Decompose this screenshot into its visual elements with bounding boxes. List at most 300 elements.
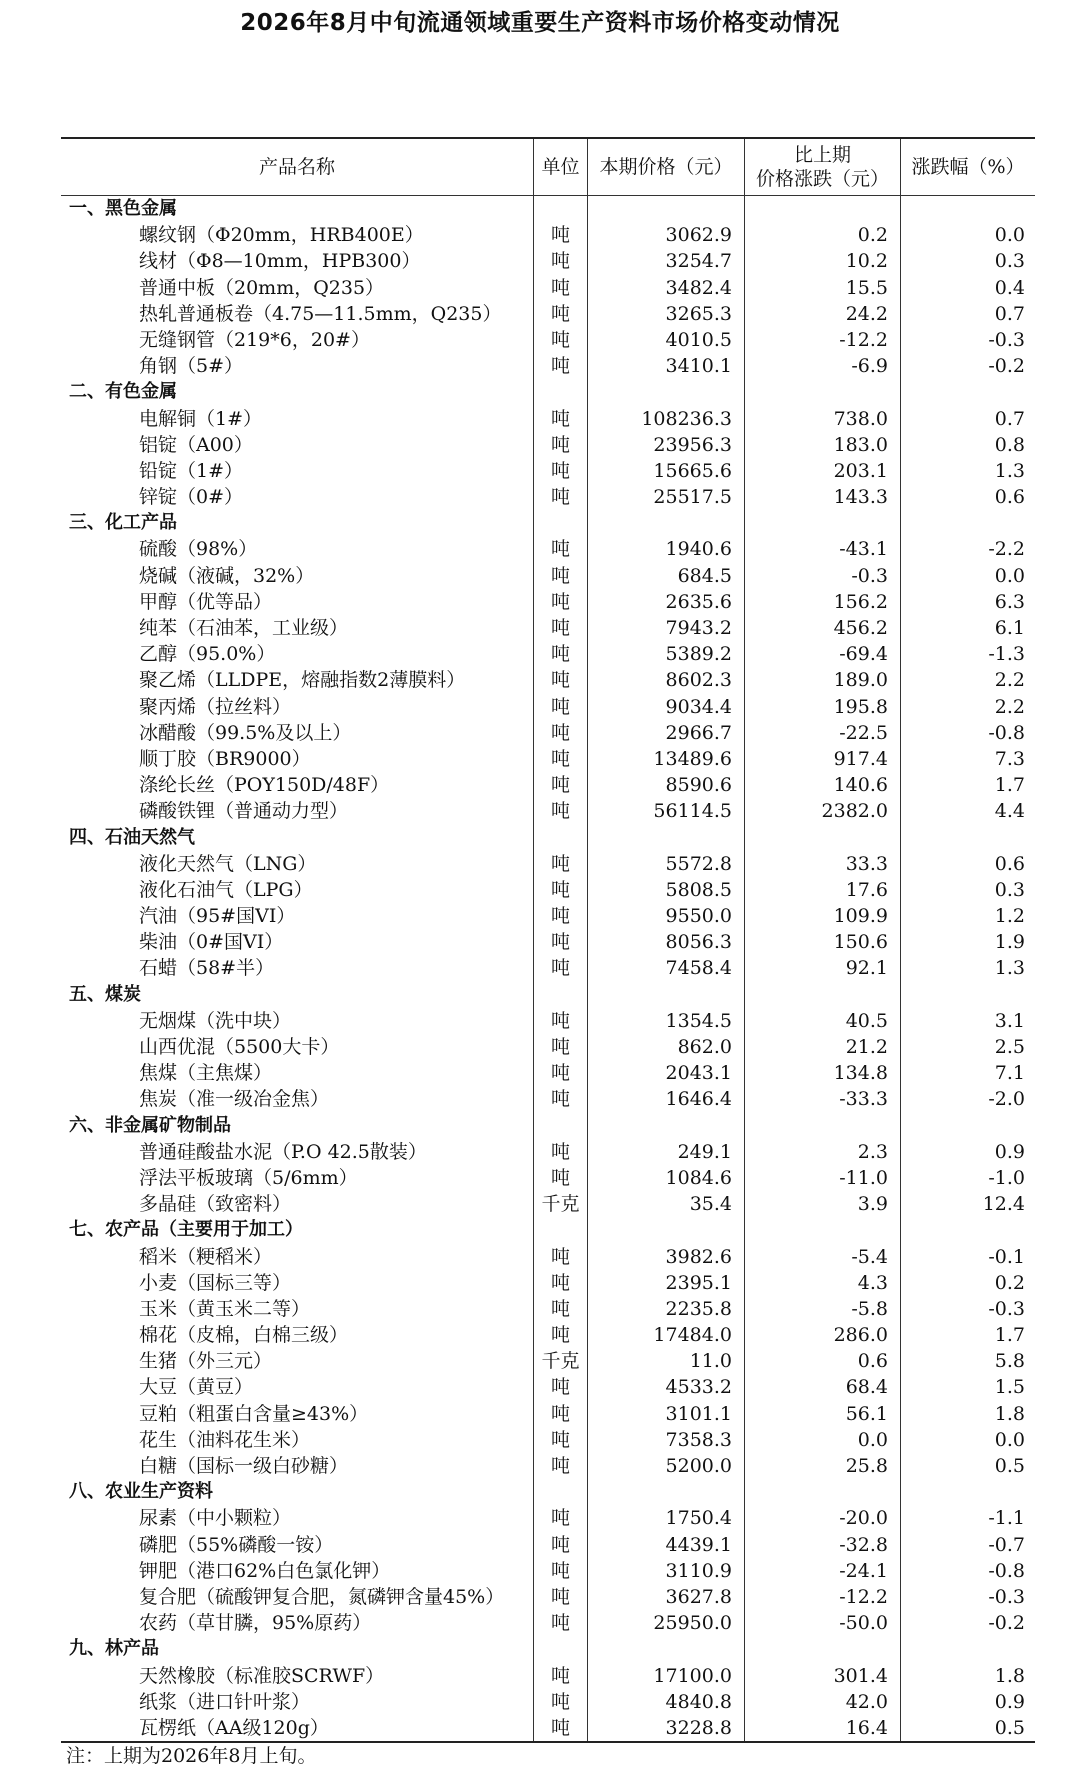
product-name: 聚乙烯（LLDPE，熔融指数2薄膜料） [61,667,534,693]
table-row [61,1008,1035,1034]
product-name: 涤纶长丝（POY150D/48F） [61,772,534,798]
change-cell: 2.3 [745,1139,901,1165]
unit-cell: 吨 [534,589,588,615]
table-row [61,615,1035,641]
category-name: 七、农产品（主要用于加工） [61,1217,534,1243]
unit-cell [534,379,588,405]
product-name: 玉米（黄玉米二等） [61,1296,534,1322]
table-row [61,1401,1035,1427]
change-cell: -32.8 [745,1532,901,1558]
price-cell: 5572.8 [588,851,745,877]
header-pct: 涨跌幅（%） [911,156,1025,178]
product-name: 纸浆（进口针叶浆） [61,1689,534,1715]
change-cell: 68.4 [745,1374,901,1400]
change-cell [745,510,901,536]
price-cell: 7943.2 [588,615,745,641]
table-row [61,432,1035,458]
price-cell: 108236.3 [588,406,745,432]
pct-cell: -1.1 [988,1507,1025,1530]
pct-cell: -2.0 [988,1088,1025,1111]
product-name: 液化天然气（LNG） [61,851,534,877]
pct-cell: 1.8 [994,1402,1025,1425]
product-name: 豆粕（粗蛋白含量≥43%） [61,1401,534,1427]
pct-cell: 0.3 [994,878,1025,901]
unit-cell: 吨 [534,222,588,248]
product-name: 冰醋酸（99.5%及以上） [61,720,534,746]
price-cell: 1354.5 [588,1008,745,1034]
price-cell [588,825,745,851]
unit-cell: 吨 [534,615,588,641]
unit-cell: 千克 [534,1191,588,1217]
unit-cell: 吨 [534,1453,588,1479]
unit-cell [534,1479,588,1505]
price-cell: 4439.1 [588,1532,745,1558]
price-cell: 56114.5 [588,798,745,824]
table-row [61,536,1035,562]
change-cell: 2382.0 [745,798,901,824]
unit-cell: 吨 [534,667,588,693]
pct-cell: 6.1 [994,617,1025,639]
change-cell: 0.2 [745,222,901,248]
change-cell: -11.0 [745,1165,901,1191]
unit-cell: 吨 [534,458,588,484]
table-body [61,196,1035,1741]
price-cell: 7458.4 [588,955,745,981]
price-cell: 3482.4 [588,275,745,301]
change-cell: 150.6 [745,929,901,955]
table-row [61,275,1035,301]
change-cell: -5.8 [745,1296,901,1322]
product-name: 铝锭（A00） [61,432,534,458]
pct-cell: 4.4 [994,800,1025,823]
table-row [61,353,1035,379]
pct-cell: -0.7 [988,1533,1025,1556]
product-name: 乙醇（95.0%） [61,641,534,667]
change-cell: 3.9 [745,1191,901,1217]
price-cell: 2966.7 [588,720,745,746]
table-row [61,772,1035,798]
change-cell: 21.2 [745,1034,901,1060]
unit-cell: 吨 [534,1034,588,1060]
category-name: 九、林产品 [61,1636,534,1662]
unit-cell: 吨 [534,1008,588,1034]
product-name: 螺纹钢（Φ20mm，HRB400E） [61,222,534,248]
unit-cell: 吨 [534,1374,588,1400]
table-row [61,1584,1035,1610]
pct-cell: 1.7 [994,1324,1025,1347]
unit-cell: 吨 [534,248,588,274]
page-title: 2026年8月中旬流通领域重要生产资料市场价格变动情况 [240,10,840,36]
unit-cell [534,1217,588,1243]
category-row [61,1113,1035,1139]
product-name: 磷酸铁锂（普通动力型） [61,798,534,824]
price-cell: 25950.0 [588,1610,745,1636]
change-cell [745,825,901,851]
unit-cell: 千克 [534,1348,588,1374]
pct-cell: 1.3 [994,459,1025,482]
price-cell: 1084.6 [588,1165,745,1191]
pct-cell [901,1479,1035,1505]
unit-cell: 吨 [534,772,588,798]
table-row [61,955,1035,981]
category-row [61,1217,1035,1243]
price-cell: 2395.1 [588,1270,745,1296]
category-row [61,379,1035,405]
change-cell: 16.4 [745,1715,901,1741]
category-name: 二、有色金属 [61,379,534,405]
change-cell: 140.6 [745,772,901,798]
price-cell: 4010.5 [588,327,745,353]
product-name: 瓦楞纸（AA级120g） [61,1715,534,1741]
table-row [61,720,1035,746]
table-row [61,903,1035,929]
price-cell: 3410.1 [588,353,745,379]
change-cell: 4.3 [745,1270,901,1296]
product-name: 白糖（国标一级白砂糖） [61,1453,534,1479]
price-cell: 3062.9 [588,222,745,248]
change-cell: 33.3 [745,851,901,877]
product-name: 汽油（95#国VI） [61,903,534,929]
change-cell: 286.0 [745,1322,901,1348]
table-row [61,1165,1035,1191]
table-row [61,222,1035,248]
unit-cell: 吨 [534,275,588,301]
price-cell [588,1217,745,1243]
product-name: 农药（草甘膦，95%原药） [61,1610,534,1636]
product-name: 甲醇（优等品） [61,589,534,615]
unit-cell: 吨 [534,851,588,877]
pct-cell: -1.0 [988,1166,1025,1189]
change-cell: 92.1 [745,955,901,981]
category-row [61,825,1035,851]
price-cell: 23956.3 [588,432,745,458]
unit-cell: 吨 [534,1532,588,1558]
category-row [61,510,1035,536]
price-cell: 15665.6 [588,458,745,484]
price-cell: 1940.6 [588,536,745,562]
unit-cell: 吨 [534,746,588,772]
unit-cell: 吨 [534,406,588,432]
price-cell: 249.1 [588,1139,745,1165]
table-row [61,1689,1035,1715]
change-cell [745,1636,901,1662]
product-name: 稻米（粳稻米） [61,1244,534,1270]
unit-cell: 吨 [534,694,588,720]
price-cell: 9550.0 [588,903,745,929]
change-cell: -12.2 [745,327,901,353]
unit-cell: 吨 [534,1139,588,1165]
pct-cell: 0.3 [994,250,1025,273]
change-cell: -5.4 [745,1244,901,1270]
product-name: 焦炭（准一级冶金焦） [61,1086,534,1112]
table-row [61,798,1035,824]
change-cell: 183.0 [745,432,901,458]
table-row [61,1034,1035,1060]
product-name: 复合肥（硫酸钾复合肥，氮磷钾含量45%） [61,1584,534,1610]
price-cell: 3228.8 [588,1715,745,1741]
pct-cell: -0.3 [988,328,1025,351]
pct-cell [901,379,1035,405]
unit-cell: 吨 [534,720,588,746]
unit-cell: 吨 [534,1086,588,1112]
product-name: 顺丁胶（BR9000） [61,746,534,772]
category-name: 一、黑色金属 [61,196,534,222]
change-cell: 56.1 [745,1401,901,1427]
table-row [61,851,1035,877]
change-cell: -69.4 [745,641,901,667]
unit-cell [534,196,588,222]
product-name: 普通硅酸盐水泥（P.O 42.5散装） [61,1139,534,1165]
pct-cell: 0.2 [994,1271,1025,1294]
unit-cell: 吨 [534,1663,588,1689]
table-row [61,1663,1035,1689]
product-name: 多晶硅（致密料） [61,1191,534,1217]
change-cell [745,982,901,1008]
unit-cell: 吨 [534,1165,588,1191]
unit-cell: 吨 [534,536,588,562]
category-name: 六、非金属矿物制品 [61,1113,534,1139]
table-row [61,1296,1035,1322]
product-name: 线材（Φ8—10mm，HPB300） [61,248,534,274]
product-name: 聚丙烯（拉丝料） [61,694,534,720]
product-name: 柴油（0#国VI） [61,929,534,955]
price-cell: 9034.4 [588,694,745,720]
table-row [61,929,1035,955]
pct-cell: 0.6 [994,852,1025,875]
change-cell: 109.9 [745,903,901,929]
unit-cell [534,510,588,536]
change-cell: -24.1 [745,1558,901,1584]
header-name: 产品名称 [61,139,534,195]
price-cell: 4840.8 [588,1689,745,1715]
table-row [61,641,1035,667]
category-name: 四、石油天然气 [61,825,534,851]
pct-cell: -0.3 [988,1585,1025,1608]
table-row [61,877,1035,903]
pct-cell: 0.4 [994,276,1025,299]
unit-cell: 吨 [534,1558,588,1584]
pct-cell [901,1217,1035,1243]
price-cell: 3627.8 [588,1584,745,1610]
unit-cell: 吨 [534,563,588,589]
header-change-line2: 价格涨跌（元） [755,168,889,190]
change-cell: 203.1 [745,458,901,484]
pct-cell: 2.2 [994,669,1025,692]
change-cell: 25.8 [745,1453,901,1479]
change-cell: -6.9 [745,353,901,379]
change-cell: 0.6 [745,1348,901,1374]
change-cell: 189.0 [745,667,901,693]
price-cell: 1750.4 [588,1505,745,1531]
product-name: 硫酸（98%） [61,536,534,562]
header-change-line1: 比上期 [793,144,851,166]
unit-cell: 吨 [534,1689,588,1715]
price-cell: 5200.0 [588,1453,745,1479]
change-cell: 24.2 [745,301,901,327]
pct-cell [901,982,1035,1008]
price-cell: 7358.3 [588,1427,745,1453]
table-row [61,746,1035,772]
price-cell: 3110.9 [588,1558,745,1584]
price-cell: 8056.3 [588,929,745,955]
price-cell [588,196,745,222]
price-cell: 11.0 [588,1348,745,1374]
pct-cell [901,510,1035,536]
change-cell: -33.3 [745,1086,901,1112]
product-name: 焦煤（主焦煤） [61,1060,534,1086]
pct-cell: 12.4 [982,1193,1025,1216]
price-cell: 1646.4 [588,1086,745,1112]
pct-cell: -1.3 [988,643,1025,666]
table-row [61,327,1035,353]
price-cell: 35.4 [588,1191,745,1217]
header-change [745,139,901,195]
pct-cell: 7.3 [994,747,1025,770]
price-cell: 3982.6 [588,1244,745,1270]
pct-cell: 0.7 [994,302,1025,325]
price-cell: 5389.2 [588,641,745,667]
change-cell: 42.0 [745,1689,901,1715]
unit-cell: 吨 [534,1060,588,1086]
pct-cell: 5.8 [994,1350,1025,1373]
change-cell: 15.5 [745,275,901,301]
pct-cell: -0.1 [988,1245,1025,1268]
table-row [61,301,1035,327]
category-row [61,1479,1035,1505]
product-name: 大豆（黄豆） [61,1374,534,1400]
pct-cell [901,1113,1035,1139]
table-row [61,1060,1035,1086]
pct-cell: 1.8 [994,1664,1025,1687]
pct-cell: -0.2 [988,355,1025,378]
product-name: 山西优混（5500大卡） [61,1034,534,1060]
pct-cell [901,825,1035,851]
header-price: 本期价格（元） [588,139,745,195]
change-cell: 10.2 [745,248,901,274]
unit-cell: 吨 [534,1322,588,1348]
product-name: 铅锭（1#） [61,458,534,484]
table-row [61,1453,1035,1479]
price-cell [588,982,745,1008]
product-name: 无缝钢管（219*6，20#） [61,327,534,353]
change-cell [745,1479,901,1505]
table-row [61,589,1035,615]
product-name: 尿素（中小颗粒） [61,1505,534,1531]
pct-cell: -0.2 [988,1612,1025,1635]
price-cell: 3101.1 [588,1401,745,1427]
price-cell: 2043.1 [588,1060,745,1086]
table-row [61,694,1035,720]
price-table [61,137,1035,1743]
pct-cell: -0.3 [988,1297,1025,1320]
table-row [61,1610,1035,1636]
change-cell: 195.8 [745,694,901,720]
unit-cell: 吨 [534,1427,588,1453]
change-cell: 17.6 [745,877,901,903]
change-cell: -50.0 [745,1610,901,1636]
product-name: 普通中板（20mm，Q235） [61,275,534,301]
pct-cell: 1.7 [994,774,1025,797]
table-row [61,1270,1035,1296]
price-cell [588,1113,745,1139]
pct-cell: 7.1 [994,1062,1025,1085]
product-name: 液化石油气（LPG） [61,877,534,903]
price-cell: 5808.5 [588,877,745,903]
pct-cell: 3.1 [994,1009,1025,1032]
unit-cell: 吨 [534,641,588,667]
price-cell [588,1636,745,1662]
product-name: 烧碱（液碱，32%） [61,563,534,589]
price-cell: 17484.0 [588,1322,745,1348]
product-name: 角钢（5#） [61,353,534,379]
pct-cell: -0.8 [988,1559,1025,1582]
pct-cell: 0.0 [994,1428,1025,1451]
category-name: 三、化工产品 [61,510,534,536]
footnote: 注：上期为2026年8月上旬。 [66,1745,317,1767]
table-row [61,1715,1035,1741]
product-name: 磷肥（55%磷酸一铵） [61,1532,534,1558]
pct-cell: 6.3 [994,590,1025,613]
change-cell [745,1217,901,1243]
pct-cell: 0.0 [994,224,1025,247]
category-row [61,196,1035,222]
table-row [61,1532,1035,1558]
unit-cell: 吨 [534,353,588,379]
product-name: 浮法平板玻璃（5/6mm） [61,1165,534,1191]
change-cell: 917.4 [745,746,901,772]
product-name: 花生（油料花生米） [61,1427,534,1453]
table-row [61,1086,1035,1112]
unit-cell [534,982,588,1008]
category-row [61,982,1035,1008]
pct-cell: 2.5 [994,1036,1025,1058]
product-name: 电解铜（1#） [61,406,534,432]
unit-cell: 吨 [534,798,588,824]
unit-cell: 吨 [534,1270,588,1296]
unit-cell: 吨 [534,1401,588,1427]
price-cell: 8602.3 [588,667,745,693]
change-cell: 456.2 [745,615,901,641]
table-row [61,406,1035,432]
product-name: 石蜡（58#半） [61,955,534,981]
unit-cell: 吨 [534,327,588,353]
pct-cell: 0.9 [994,1690,1025,1713]
table-header [61,139,1035,196]
change-cell: 156.2 [745,589,901,615]
pct-cell: 0.6 [994,486,1025,509]
unit-cell: 吨 [534,929,588,955]
unit-cell: 吨 [534,903,588,929]
table-row [61,1558,1035,1584]
unit-cell: 吨 [534,955,588,981]
pct-cell [901,1636,1035,1662]
category-name: 八、农业生产资料 [61,1479,534,1505]
pct-cell: 0.7 [994,407,1025,430]
pct-cell: -2.2 [988,538,1025,561]
product-name: 锌锭（0#） [61,484,534,510]
change-cell: 301.4 [745,1663,901,1689]
unit-cell: 吨 [534,301,588,327]
table-row [61,1139,1035,1165]
table-row [61,1374,1035,1400]
unit-cell: 吨 [534,1244,588,1270]
product-name: 生猪（外三元） [61,1348,534,1374]
product-name: 棉花（皮棉，白棉三级） [61,1322,534,1348]
pct-cell: 0.5 [994,1455,1025,1477]
product-name: 小麦（国标三等） [61,1270,534,1296]
unit-cell: 吨 [534,1715,588,1741]
product-name: 纯苯（石油苯，工业级） [61,615,534,641]
